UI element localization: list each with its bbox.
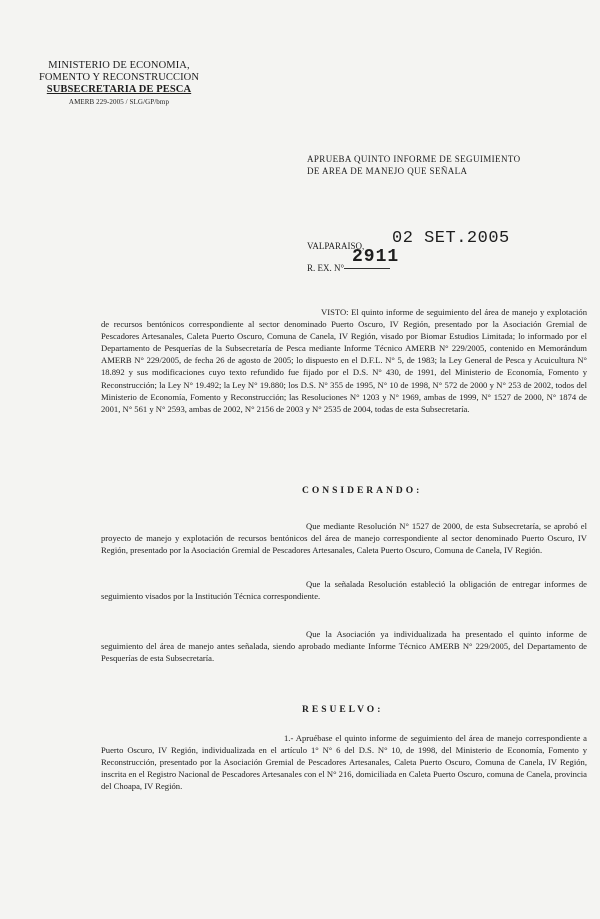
header-line-2: FOMENTO Y RECONSTRUCCION [38,72,200,83]
header-reference: AMERB 229-2005 / SLG/GP/bmp [68,98,170,106]
considerando-1: Que mediante Resolución N° 1527 de 2000, de esta Subsecretaría, se aprobó el proyecto de manejo y explotación de recursos bentónicos del área de manejo correspondiente al sector denominado Puerto Oscuro, IV Región, presentado por la Asociación Gremial de Pescadores Artesanales, Caleta Puerto Oscuro, Comuna de Canela, IV Región. [101,521,587,556]
title-line-1: APRUEBA QUINTO INFORME DE SEGUIMIENTO [307,154,521,164]
number-underline [344,268,390,269]
resuelvo-paragraph: 1.- Apruébase el quinto informe de seguimiento del área de manejo correspondiente a Puerto Oscuro, IV Región, individualizada en el artículo 1° N° 6 del D.S. N° 10, de 1998, del Ministerio de Economía, Fomento y Reconstrucción, presentado por la Asociación Gremial de Pescadores Artesanales, Caleta Puerto Oscuro, Comuna de Canela, IV Región, inscrita en el Registro Nacional de Pescadores Artesanales con el N° 216, domiciliada en Caleta Puerto Oscuro, comuna de Canela, provincia del Choapa, IV Región. [101,733,587,792]
resolution-title [307,153,597,177]
ministry-header [24,60,214,108]
visto-text: VISTO: El quinto informe de seguimiento del área de manejo y explotación de recursos bentónicos correspondiente al sector denominado Puerto Oscuro, IV Región, presentado por la Asociación Gremial de Pescadores Artesanales, Caleta Puerto Oscuro, Comuna de Canela, IV Región, visado por Biomar Estudios Limitada; lo informado por el Departamento de Pesquerías de la Subsecretaría de Pesca mediante Informe Técnico AMERB N° 229/2005, contenido en Memorándum AMERB N° 229/2005, de fecha 26 de agosto de 2005; lo dispuesto en el D.F.L. N° 5, de 1983; la Ley General de Pesca y Acuicultura N° 18.892 y sus modificaciones cuyo texto refundido fue fijado por el D.S. N° 430, de 1991, del Ministerio de Economía, Fomento y Reconstrucción; la Ley N° 19.492; la Ley N° 19.880; los D.S. N° 355 de 1995, N° 10 de 1998, N° 572 de 2000 y N° 253 de 2002, todos del Ministerio de Economía, Fomento y Reconstrucción; las Resoluciones N° 1203 y N° 1969, ambas de 1999, N° 1527 de 2000, N° 1874 de 2001, N° 561 y N° 2593, ambas de 2002, N° 2156 de 2003 y N° 2535 de 2004, todas de esta Subsecretaría. [101,307,587,414]
resuelvo-heading: RESUELVO: [302,705,384,715]
date-stamp: 02 SET.2005 [392,229,510,248]
rex-label: R. EX. N° [307,263,345,273]
header-line-1: MINISTERIO DE ECONOMIA, [48,60,190,71]
considerando-2: Que la señalada Resolución estableció la obligación de entregar informes de seguimiento visados por la Institución Técnica correspondiente. [101,579,587,602]
title-line-2: DE AREA DE MANEJO QUE SEÑALA [307,166,468,176]
header-line-3: SUBSECRETARIA DE PESCA [46,84,192,95]
place: VALPARAISO, [307,241,365,251]
considerando-3: Que la Asociación ya individualizada ha presentado el quinto informe de seguimiento del área de manejo antes señalada, siendo aprobado mediante Informe Técnico AMERB N° 229/2005, del Departamento de Pesquerías de esta Subsecretaría. [101,629,587,664]
visto-paragraph [101,306,587,415]
resolution-number: 2911 [352,247,400,267]
considerando-heading: CONSIDERANDO: [302,486,423,496]
